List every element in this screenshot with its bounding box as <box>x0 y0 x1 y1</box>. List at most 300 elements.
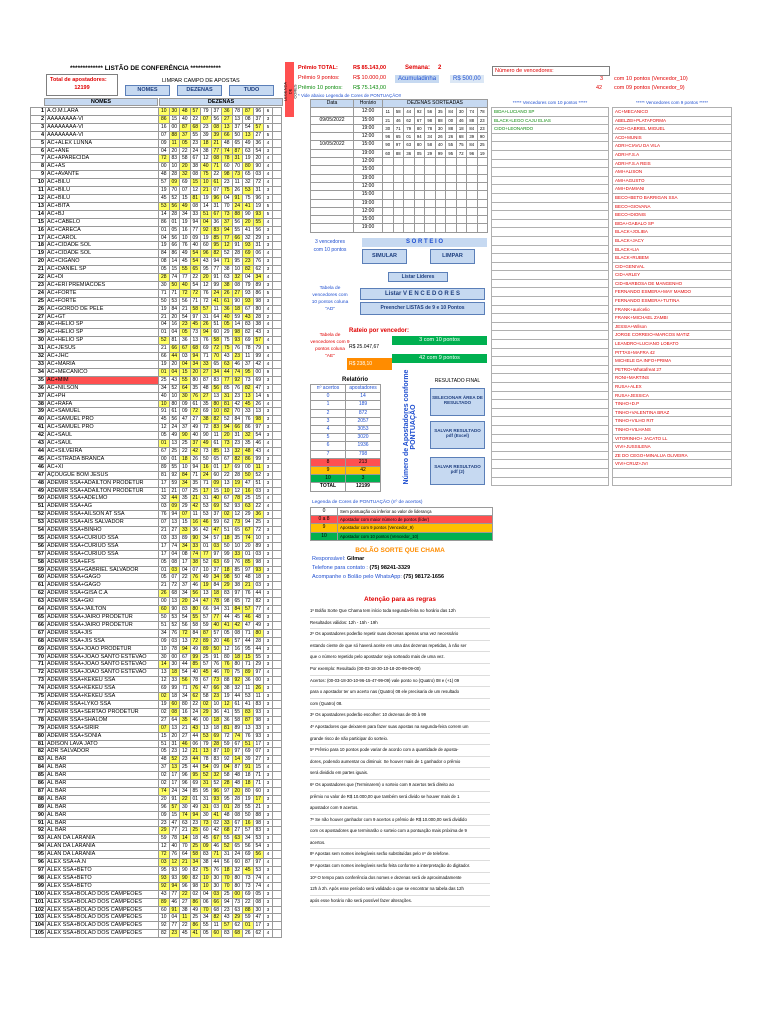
save-excel-button[interactable]: SALVAR RESULTADO pdf (Excel) <box>430 421 485 449</box>
hit-count: 3 <box>264 614 273 622</box>
draw-date <box>311 207 354 215</box>
row-number: 48 <box>31 479 46 487</box>
bet-number: 08 <box>211 123 222 131</box>
bet-number: 72 <box>169 582 180 590</box>
draw-number: 95 <box>446 149 457 157</box>
bet-number: 60 <box>201 827 212 835</box>
bet-number: 11 <box>180 914 191 922</box>
bet-number: 49 <box>201 574 212 582</box>
table-row <box>31 827 282 835</box>
bettor-name: AC+DANIEL SP <box>46 266 159 274</box>
bet-number: 66 <box>211 898 222 906</box>
bet-number: 84 <box>211 582 222 590</box>
table-row <box>31 210 282 218</box>
bet-number: 93 <box>159 874 170 882</box>
bet-number: 30 <box>201 811 212 819</box>
bettor-name: AC+CARECA <box>46 226 159 234</box>
draw-time: 19:00 <box>354 224 383 232</box>
bet-number: 80 <box>253 305 264 313</box>
bet-number: 57 <box>201 614 212 622</box>
bet-number: 27 <box>159 716 170 724</box>
draw-number <box>456 224 467 232</box>
bet-number: 71 <box>201 479 212 487</box>
bet-number: 10 <box>211 408 222 416</box>
draw-number <box>456 166 467 174</box>
bet-number: 20 <box>159 795 170 803</box>
bet-number: 24 <box>232 202 243 210</box>
row-number: 76 <box>31 700 46 708</box>
bet-number: 93 <box>169 867 180 875</box>
bet-number: 16 <box>180 226 191 234</box>
listar-lideres-button[interactable]: Listar Líderes <box>388 272 448 282</box>
hit-mark <box>273 764 282 772</box>
list-row <box>613 443 732 452</box>
draw-date <box>311 199 354 207</box>
winner-9-name: VITORINHO+ JACATO LL <box>613 434 732 443</box>
total-apostadores-box <box>46 74 118 96</box>
report-total-value: 12199 <box>346 483 381 491</box>
bet-number: 46 <box>253 440 264 448</box>
bet-number: 11 <box>190 511 201 519</box>
hit-count: 3 <box>264 748 273 756</box>
bettor-name: AC+BILU <box>46 179 159 187</box>
hit-mark <box>273 795 282 803</box>
legend-row <box>311 516 493 524</box>
bet-number: 19 <box>159 187 170 195</box>
bet-number: 45 <box>232 614 243 622</box>
hit-mark <box>273 250 282 258</box>
bet-number: 46 <box>211 669 222 677</box>
hit-mark <box>273 614 282 622</box>
select-result-button[interactable]: SELECIONAR ÁREA DE RESULTADO <box>430 388 485 416</box>
hit-mark <box>273 210 282 218</box>
col-dezenas-header: DEZENAS <box>159 98 283 106</box>
bet-number: 54 <box>190 281 201 289</box>
table-row <box>31 748 282 756</box>
bet-number: 18 <box>180 455 191 463</box>
hit-mark <box>273 368 282 376</box>
rule-line: Resultados válidos: 12h - 15h - 19h <box>310 618 490 630</box>
bet-number: 73 <box>211 677 222 685</box>
bet-number: 24 <box>169 787 180 795</box>
bet-number: 46 <box>201 519 212 527</box>
bettor-name: ADEMIR SSA+KEKEU SSA <box>46 685 159 693</box>
draw-date <box>311 216 354 224</box>
bet-number: 84 <box>232 606 243 614</box>
table-row <box>31 843 282 851</box>
bet-number: 69 <box>180 179 191 187</box>
bet-number: 10 <box>201 566 212 574</box>
bet-number: 03 <box>159 534 170 542</box>
hit-count: 3 <box>264 432 273 440</box>
draw-number <box>435 207 446 215</box>
bet-number: 20 <box>211 637 222 645</box>
bet-number: 19 <box>159 242 170 250</box>
hit-mark <box>273 289 282 297</box>
bet-number: 45 <box>159 194 170 202</box>
bet-number: 04 <box>169 329 180 337</box>
bettor-name: ADEMIR SSA+CURIUO SSA <box>46 550 159 558</box>
hit-mark <box>273 922 282 930</box>
table-row <box>31 819 282 827</box>
row-number: 101 <box>31 898 46 906</box>
row-number: 91 <box>31 819 46 827</box>
hit-mark <box>273 155 282 163</box>
bet-number: 73 <box>232 519 243 527</box>
bet-number: 19 <box>222 693 233 701</box>
hit-count: 3 <box>264 574 273 582</box>
bet-number: 44 <box>222 614 233 622</box>
bet-number: 20 <box>243 218 254 226</box>
bettor-name: ALEX SSA+BOLÃO DOS CAMPEOES <box>46 922 159 930</box>
bet-number: 87 <box>232 764 243 772</box>
bet-number: 38 <box>201 147 212 155</box>
table-row <box>31 542 282 550</box>
bet-number: 43 <box>222 353 233 361</box>
table-row <box>31 621 282 629</box>
hit-mark <box>273 669 282 677</box>
bet-number: 86 <box>169 250 180 258</box>
hit-count: 3 <box>264 226 273 234</box>
bettor-name: AC+AS <box>46 163 159 171</box>
list-row <box>492 185 609 194</box>
hit-count: 3 <box>264 297 273 305</box>
bet-number: 56 <box>180 621 191 629</box>
bet-number: 18 <box>190 835 201 843</box>
bet-number: 31 <box>201 313 212 321</box>
bet-number: 94 <box>222 226 233 234</box>
bet-number: 19 <box>201 582 212 590</box>
bet-number: 95 <box>201 266 212 274</box>
bettor-name: ADEMIR SSA+CURIUO SSA <box>46 534 159 542</box>
draw-number: 88 <box>435 116 446 124</box>
table-row <box>31 835 282 843</box>
list-row <box>613 434 732 443</box>
draw-number: 58 <box>393 108 404 116</box>
bet-number: 10 <box>232 266 243 274</box>
bet-number: 21 <box>180 724 191 732</box>
bet-number: 56 <box>222 859 233 867</box>
draw-number <box>414 216 425 224</box>
bet-number: 15 <box>180 368 191 376</box>
winners-10-header: ***** Vencedores com 10 pontos ***** <box>512 100 588 105</box>
table-row <box>31 361 282 369</box>
bet-number: 64 <box>180 384 191 392</box>
rule-line: 6º Os apostadores que (Terminarem) o sorteio com 9 acertos terá direito ao <box>310 780 490 792</box>
save-pdf-button[interactable]: SALVAR RESULTADO pdf (2) <box>430 457 485 485</box>
bet-number: 38 <box>190 163 201 171</box>
bet-number: 58 <box>232 716 243 724</box>
bet-number: 59 <box>169 479 180 487</box>
bet-number: 45 <box>180 258 191 266</box>
bet-number: 18 <box>253 574 264 582</box>
bet-number: 03 <box>169 637 180 645</box>
bet-number: 87 <box>243 859 254 867</box>
row-number: 65 <box>31 614 46 622</box>
winner-9-name: JORGE CORREIO+MARCOS MATIZ <box>613 331 732 340</box>
hit-count: 2 <box>264 313 273 321</box>
hit-mark <box>273 693 282 701</box>
table-row <box>31 463 282 471</box>
tel-value: (75) 98241-3329 <box>369 565 411 571</box>
bet-number: 46 <box>190 582 201 590</box>
hit-count: 3 <box>264 329 273 337</box>
bet-number: 62 <box>253 266 264 274</box>
bet-number: 35 <box>180 495 191 503</box>
hit-count: 4 <box>264 447 273 455</box>
report-row <box>311 475 381 483</box>
bet-number: 33 <box>253 724 264 732</box>
bet-number: 46 <box>232 361 243 369</box>
bet-number: 67 <box>180 653 191 661</box>
bet-number: 89 <box>201 645 212 653</box>
bet-number: 31 <box>232 432 243 440</box>
bet-number: 11 <box>211 922 222 930</box>
list-row <box>613 133 732 142</box>
bet-number: 63 <box>232 906 243 914</box>
draw-number: 96 <box>467 149 478 157</box>
draw-number <box>477 182 488 190</box>
rule-line: apostador com 9 acertos. <box>310 803 490 815</box>
winner-10-name <box>492 408 609 417</box>
bet-number: 22 <box>222 471 233 479</box>
draw-date <box>311 224 354 232</box>
dezenas-button[interactable]: DEZENAS <box>177 85 222 96</box>
hit-count: 3 <box>264 115 273 123</box>
simular-button[interactable]: SIMULAR <box>362 249 407 264</box>
report-apostadores: 872 <box>346 409 381 417</box>
bet-number: 45 <box>180 930 191 938</box>
hit-count: 4 <box>264 305 273 313</box>
list-row <box>492 271 609 280</box>
bet-number: 16 <box>180 708 191 716</box>
draw-number <box>446 216 457 224</box>
bettor-name: AC+CABELO <box>46 218 159 226</box>
row-number: 57 <box>31 550 46 558</box>
hit-count: 3 <box>264 408 273 416</box>
list-row <box>613 297 732 306</box>
bet-number: 11 <box>243 685 254 693</box>
bet-number: 23 <box>232 353 243 361</box>
bet-number: 86 <box>253 289 264 297</box>
winner-9-name: BLACK+JACY <box>613 236 732 245</box>
bet-number: 20 <box>201 274 212 282</box>
rateio-9-label: 42 com 9 pontos <box>392 354 487 363</box>
bet-number: 81 <box>222 400 233 408</box>
winner-10-name <box>492 271 609 280</box>
hit-count: 3 <box>264 708 273 716</box>
hit-mark <box>273 384 282 392</box>
bet-number: 08 <box>232 811 243 819</box>
bet-number: 12 <box>232 487 243 495</box>
bet-number: 70 <box>232 408 243 416</box>
bet-number: 96 <box>211 194 222 202</box>
bet-number: 49 <box>169 432 180 440</box>
bet-number: 18 <box>222 534 233 542</box>
bet-number: 34 <box>253 274 264 282</box>
report-acertos: 9 <box>311 467 346 475</box>
bet-number: 83 <box>253 827 264 835</box>
bettor-name: AL BAR <box>46 764 159 772</box>
report-acertos: 4 <box>311 426 346 434</box>
row-number: 50 <box>31 495 46 503</box>
draw-number <box>383 166 394 174</box>
draw-number <box>425 207 436 215</box>
bet-number: 14 <box>253 392 264 400</box>
bet-number: 63 <box>222 274 233 282</box>
bet-number: 40 <box>211 495 222 503</box>
bet-number: 81 <box>169 337 180 345</box>
bettor-name: ADEMIR SSA+SONIA <box>46 732 159 740</box>
draw-number <box>393 207 404 215</box>
table-row <box>31 693 282 701</box>
bet-number: 48 <box>243 447 254 455</box>
winner-10-name <box>492 228 609 237</box>
draw-date: 09/05/2022 <box>311 116 354 124</box>
rule-line: dores, podendo aumentar ou diminuir. Se houver mais de 1 ganhador o prêmio <box>310 757 490 769</box>
bet-number: 97 <box>253 859 264 867</box>
bet-number: 61 <box>211 440 222 448</box>
hit-count: 4 <box>264 764 273 772</box>
bet-number: 31 <box>169 740 180 748</box>
listar-vencedores-button[interactable]: Listar V E N C E D O R E S <box>360 288 485 300</box>
bet-number: 38 <box>222 266 233 274</box>
hit-mark <box>273 677 282 685</box>
draw-date <box>311 124 354 132</box>
draw-date <box>311 108 354 116</box>
bet-number: 35 <box>201 400 212 408</box>
bet-number: 17 <box>169 780 180 788</box>
bet-number: 94 <box>169 511 180 519</box>
bet-number: 60 <box>211 930 222 938</box>
bet-number: 61 <box>169 408 180 416</box>
bet-number: 40 <box>201 163 212 171</box>
bet-number: 60 <box>169 700 180 708</box>
nomes-button[interactable]: NOMES <box>125 85 170 96</box>
list-row <box>613 168 732 177</box>
winner-9-name: AC+MECANICO <box>613 108 732 117</box>
draw-number: 78 <box>477 108 488 116</box>
bet-number: 00 <box>169 123 180 131</box>
hit-mark <box>273 574 282 582</box>
bet-number: 93 <box>253 708 264 716</box>
winner-10-name <box>492 340 609 349</box>
bet-number: 81 <box>222 724 233 732</box>
table-row <box>31 669 282 677</box>
bet-number: 74 <box>253 874 264 882</box>
bet-number: 74 <box>159 787 170 795</box>
bet-number: 77 <box>169 827 180 835</box>
bet-number: 52 <box>201 772 212 780</box>
hit-count: 3 <box>264 724 273 732</box>
list-row <box>492 202 609 211</box>
bet-number: 83 <box>169 155 180 163</box>
report-table <box>310 384 381 492</box>
draw-number <box>477 174 488 182</box>
table-row <box>31 440 282 448</box>
row-number: 45 <box>31 455 46 463</box>
bet-number: 19 <box>159 361 170 369</box>
bet-number: 72 <box>211 345 222 353</box>
bet-number: 62 <box>232 922 243 930</box>
bet-number: 23 <box>169 748 180 756</box>
bet-number: 59 <box>211 519 222 527</box>
bet-number: 29 <box>222 582 233 590</box>
draw-number <box>467 166 478 174</box>
hit-count: 3 <box>264 637 273 645</box>
list-row <box>613 254 732 263</box>
bet-number: 14 <box>232 321 243 329</box>
row-number: 51 <box>31 503 46 511</box>
winner-9-name: AMI+AGUSTO <box>613 176 732 185</box>
bet-number: 11 <box>211 432 222 440</box>
bet-number: 60 <box>232 859 243 867</box>
bet-number: 15 <box>169 115 180 123</box>
bet-number: 96 <box>180 772 191 780</box>
hit-mark <box>273 756 282 764</box>
bet-number: 28 <box>169 171 180 179</box>
preencher-button[interactable]: Preencher LISTAS de 9 e 10 Pontos <box>360 302 485 315</box>
bet-number: 96 <box>211 787 222 795</box>
bet-number: 99 <box>169 685 180 693</box>
draw-row <box>311 149 488 157</box>
table-row <box>31 606 282 614</box>
bet-number: 49 <box>190 906 201 914</box>
bet-number: 19 <box>253 202 264 210</box>
draw-number <box>446 158 457 166</box>
draw-time: 19:00 <box>354 199 383 207</box>
bet-number: 65 <box>232 139 243 147</box>
bet-number: 55 <box>253 653 264 661</box>
bet-number: 17 <box>180 558 191 566</box>
bet-number: 18 <box>211 716 222 724</box>
bettor-name: AC+SAUL <box>46 432 159 440</box>
row-number: 9 <box>31 171 46 179</box>
bet-number: 11 <box>211 305 222 313</box>
bet-number: 10 <box>232 542 243 550</box>
draw-number: 23 <box>477 116 488 124</box>
bet-number: 84 <box>190 629 201 637</box>
draw-number <box>404 182 415 190</box>
hit-count: 3 <box>264 890 273 898</box>
table-row <box>31 906 282 914</box>
bet-number: 36 <box>211 708 222 716</box>
table-row <box>31 716 282 724</box>
hit-mark <box>273 258 282 266</box>
bet-number: 09 <box>190 234 201 242</box>
bettor-name: AL BAR <box>46 811 159 819</box>
bet-number: 20 <box>190 368 201 376</box>
bet-number: 26 <box>222 289 233 297</box>
row-number: 25 <box>31 297 46 305</box>
bet-number: 11 <box>159 487 170 495</box>
bet-number: 69 <box>243 250 254 258</box>
bet-number: 23 <box>201 123 212 131</box>
bettor-name: AC+SAUL <box>46 440 159 448</box>
bet-number: 02 <box>159 780 170 788</box>
rateio-9-value: R$ 238,10 <box>347 358 392 370</box>
bet-number: 15 <box>190 179 201 187</box>
draw-number <box>446 207 457 215</box>
bet-number: 95 <box>159 867 170 875</box>
draw-number <box>425 199 436 207</box>
bet-number: 12 <box>180 748 191 756</box>
tudo-button[interactable]: TUDO <box>229 85 274 96</box>
bet-number: 41 <box>211 811 222 819</box>
bet-number: 07 <box>201 115 212 123</box>
bet-number: 18 <box>169 693 180 701</box>
limpar-button[interactable]: LIMPAR <box>430 249 475 264</box>
